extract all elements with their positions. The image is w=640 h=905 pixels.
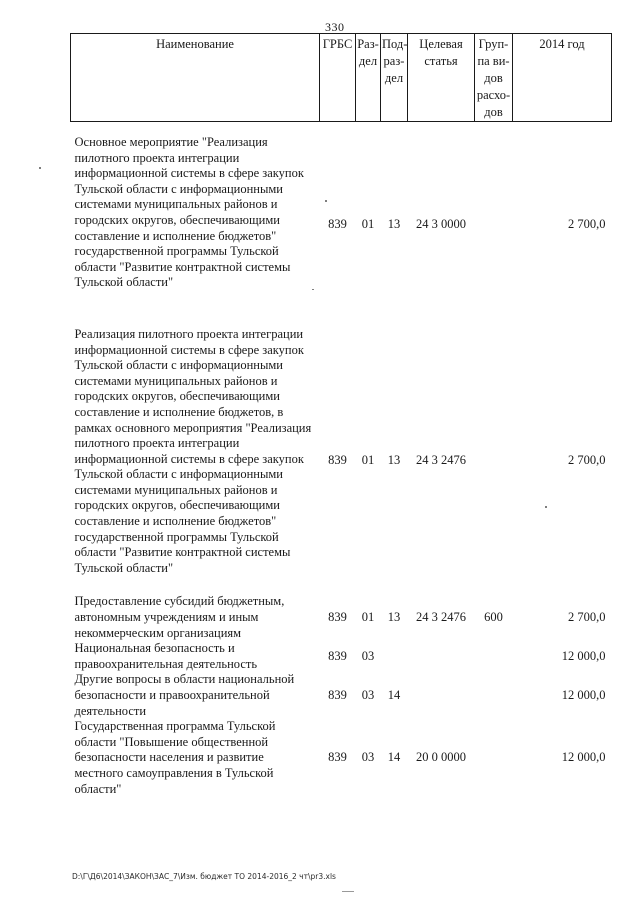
header-name: Наименование <box>71 34 320 122</box>
row-group <box>475 672 513 719</box>
table-row <box>71 641 612 672</box>
row-razdel: 01 <box>361 610 375 625</box>
scan-speck <box>325 200 327 202</box>
scan-speck <box>545 506 547 508</box>
row-name: Основное мероприятие "Реализация пилотного проекта интеграции информационной системы в сфере закупок Тульской области с информационными системами муниципальных районов и городских округов, обеспечивающими составление и исполнение бюджетов" государственной программы Тульской области "Развитие контрактной системы Тульской области" <box>74 135 304 290</box>
row-podrazdel: 14 <box>387 750 401 765</box>
row-name: Национальная безопасность и правоохранительная деятельность <box>74 641 258 671</box>
row-name: Государственная программа Тульской области "Повышение общественной безопасности населения и развитие местного самоуправления в Тульской области" <box>74 719 276 796</box>
row-grbs: 839 <box>328 688 347 702</box>
row-statya: 24 3 0000 <box>416 216 466 231</box>
page-number: 330 <box>325 20 345 34</box>
table-row <box>71 594 612 641</box>
row-razdel: 03 <box>361 688 375 702</box>
row-amount: 12 000,0 <box>561 649 606 664</box>
row-podrazdel: 13 <box>387 216 401 231</box>
table-row <box>71 672 612 719</box>
row-grbs: 839 <box>328 649 347 664</box>
header-podrazdel: Под-раз-дел <box>381 34 408 122</box>
row-grbs: 839 <box>328 610 347 625</box>
row-name: Предоставление субсидий бюджетным, автономным учреждениям и иным некоммерческим организациям <box>74 594 285 640</box>
table-header-row <box>71 34 612 122</box>
row-razdel: 03 <box>361 750 375 765</box>
row-razdel: 01 <box>361 216 375 231</box>
row-amount: 2 700,0 <box>568 610 606 625</box>
table-row <box>71 719 612 797</box>
file-path-footer: D:\Г\Д6\2014\ЗАКОН\ЗАС_7\Изм. бюджет ТО 2014-2016_2 чт\pr3.xls <box>72 872 336 881</box>
row-grbs: 839 <box>328 452 347 467</box>
row-podrazdel: 13 <box>387 610 401 625</box>
row-amount: 12 000,0 <box>561 688 606 702</box>
row-razdel: 01 <box>361 452 375 467</box>
header-group: Груп-па ви-дов расхо-дов <box>475 34 513 122</box>
row-podrazdel: 13 <box>387 452 401 467</box>
row-statya: 20 0 0000 <box>416 750 466 765</box>
header-year: 2014 год <box>513 34 612 122</box>
row-name: Реализация пилотного проекта интеграции информационной системы в сфере закупок Тульской области с информационными системами муниципальных районов и городских округов, обеспечивающими составление и исполнение бюджетов, в рамках основного мероприятия "Реализация пилотного проекта интеграции информационной системы в сфере закупок Тульской области с информационными системами муниципальных районов и городских округов, обеспечивающими составление и исполнение бюджетов" государственной программы Тульской области "Развитие контрактной системы Тульской области" <box>74 326 312 575</box>
row-group <box>475 327 513 595</box>
row-group <box>475 122 513 327</box>
row-amount: 2 700,0 <box>568 452 606 467</box>
table-row <box>71 327 612 595</box>
budget-table <box>70 33 612 797</box>
header-razdel: Раз-дел <box>356 34 381 122</box>
row-group: 600 <box>484 610 503 625</box>
row-grbs: 839 <box>328 216 347 231</box>
scan-speck <box>312 289 314 290</box>
header-statya: Целевая статья <box>408 34 475 122</box>
row-group <box>475 641 513 672</box>
row-razdel: 03 <box>361 649 375 664</box>
row-grbs: 839 <box>328 750 347 765</box>
row-statya <box>408 672 475 719</box>
row-amount: 12 000,0 <box>561 750 606 765</box>
header-grbs: ГРБС <box>320 34 356 122</box>
row-podrazdel <box>381 641 408 672</box>
table-row <box>71 122 612 327</box>
row-amount: 2 700,0 <box>568 216 606 231</box>
row-statya <box>408 641 475 672</box>
row-statya: 24 3 2476 <box>416 610 466 625</box>
row-name: Другие вопросы в области национальной безопасности и правоохранительной деятельности <box>74 672 295 718</box>
row-group <box>475 719 513 797</box>
row-statya: 24 3 2476 <box>416 452 466 467</box>
row-podrazdel: 14 <box>387 688 401 702</box>
scan-speck <box>39 167 41 169</box>
scan-speck <box>342 891 354 892</box>
